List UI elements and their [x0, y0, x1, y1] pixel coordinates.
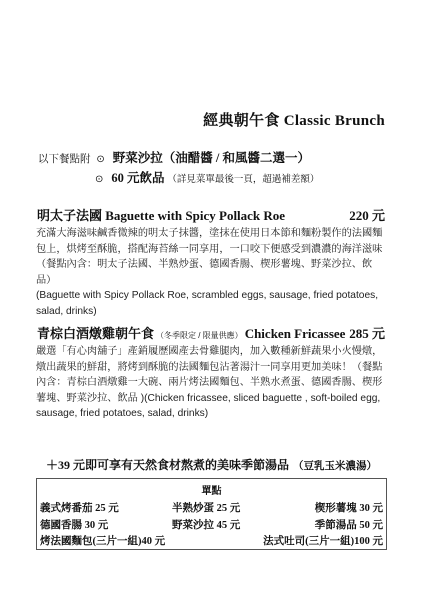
description-english: (Baguette with Spicy Pollack Roe, scrambled eggs, sausage, fried potatoes, salad, drinks) [36, 290, 379, 317]
menu-item-note: （冬季限定 / 限量供應） [156, 331, 243, 340]
includes-salad: 野菜沙拉（油醋醬 / 和風醬二選一） [112, 151, 310, 165]
includes-line-salad [38, 148, 310, 166]
menu-item-price: 285 元 [349, 326, 385, 341]
a-la-carte-item: 德國香腸 30 元 [40, 520, 109, 531]
a-la-carte-item: 法式吐司(三片一組)100 元 [263, 536, 383, 547]
includes-drink: 60 元飲品 [111, 171, 165, 185]
soup-promo [0, 456, 423, 473]
menu-item-name-group [37, 323, 345, 342]
description-contents: （餐點內含：明太子法國、半熟炒蛋、德國香腸、楔形薯塊、野菜沙拉、飲品） [36, 259, 373, 286]
a-la-carte-item: 義式烤番茄 25 元 [40, 503, 119, 514]
menu-item-heading [37, 323, 385, 342]
description-paragraph: 嚴選「有心肉舖子」產銷履歷國產去骨雞腿肉，加入數種新鮮蔬果小火慢燉，燉出蔬果的鮮甜，將烤到酥脆的法國麵包沾著湯汁一同享用更加美味！（餐點內含：青棕白酒燉雞一大碗、兩片烤法國麵包、半熟水煮蛋、德國香腸、楔形薯塊、野菜沙拉、飲品 )(Chicken fricassee, sliced baguette , soft-boiled egg, sausage, fried potatoes, salad, drinks) [36, 346, 383, 420]
a-la-carte-item: 半熟炒蛋 25 元 [172, 503, 241, 514]
soup-promo-text: ＋39 元即可享有天然食材熬煮的美味季節湯品 [45, 458, 289, 472]
menu-title: 經典朝午食 Classic Brunch [203, 113, 385, 129]
menu-item-price: 220 元 [349, 208, 385, 223]
includes-drink-note: （詳見菜單最後一頁，超過補差額） [167, 174, 320, 185]
menu-item-name: 青棕白酒燉雞朝午食 [37, 326, 155, 341]
includes-intro: 以下餐點附 [38, 153, 91, 165]
a-la-carte-row [37, 533, 386, 547]
a-la-carte-item: 季節湯品 50 元 [314, 520, 383, 531]
a-la-carte-item: 野菜沙拉 45 元 [172, 520, 241, 531]
a-la-carte-item: 烤法國麵包(三片一組)40 元 [40, 536, 166, 547]
bullet-circle-icon: ⊙ [96, 154, 105, 165]
bullet-circle-icon: ⊙ [95, 174, 104, 185]
menu-item-name: 明太子法國 Baguette with Spicy Pollack Roe [37, 208, 286, 223]
a-la-carte-row [37, 517, 386, 531]
a-la-carte-row [37, 500, 386, 514]
menu-item-heading [37, 205, 385, 224]
a-la-carte-title: 單點 [201, 486, 222, 497]
a-la-carte-item: 楔形薯塊 30 元 [314, 503, 383, 514]
menu-item-description [36, 344, 387, 422]
includes-line-drink [92, 168, 319, 186]
a-la-carte-box [36, 478, 387, 550]
menu-item-description [36, 226, 387, 320]
soup-promo-name: （豆乳玉米濃湯） [293, 461, 377, 472]
menu-item-name-english: Chicken Fricassee [244, 326, 346, 341]
description-paragraph: 充滿大海滋味鹹香微辣的明太子抹醬，塗抹在使用日本節和麵粉製作的法國麵包上，烘烤至酥脆，搭配海苔絲一同享用，一口咬下便感受到濃濃的海洋滋味 [36, 228, 383, 255]
